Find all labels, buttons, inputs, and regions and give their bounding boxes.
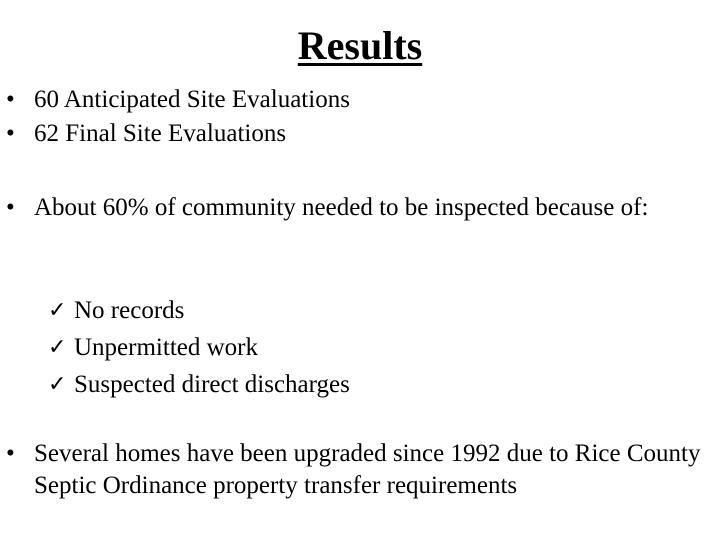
bullet-marker: • <box>6 440 15 467</box>
checkmark-icon: ✓ <box>48 335 67 360</box>
bullet-text: 62 Final Site Evaluations <box>34 120 287 147</box>
slide-title: Results <box>297 23 423 68</box>
bullet-homes-upgraded <box>6 438 706 502</box>
checkmark-icon: ✓ <box>48 372 67 397</box>
bullet-marker: • <box>6 120 15 147</box>
check-item-text: Unpermitted work <box>74 334 258 361</box>
check-item-text: Suspected direct discharges <box>74 371 350 398</box>
checkmark-icon: ✓ <box>48 298 67 323</box>
bullet-text: Several homes have been upgraded since 1992 due to Rice County Septic Ordinance property transfer requirements <box>34 440 701 499</box>
check-item-direct-discharges <box>48 369 688 401</box>
check-item-no-records <box>48 295 688 327</box>
bullet-inspection-reasons <box>6 192 706 224</box>
bullet-anticipated-evaluations <box>6 84 706 116</box>
bullet-marker: • <box>6 86 15 113</box>
bullet-final-evaluations <box>6 118 706 150</box>
check-item-unpermitted-work <box>48 332 688 364</box>
bullet-text: 60 Anticipated Site Evaluations <box>34 86 350 113</box>
bullet-marker: • <box>6 194 15 221</box>
bullet-text: About 60% of community needed to be inspected because of: <box>34 194 649 221</box>
check-item-text: No records <box>74 297 185 324</box>
